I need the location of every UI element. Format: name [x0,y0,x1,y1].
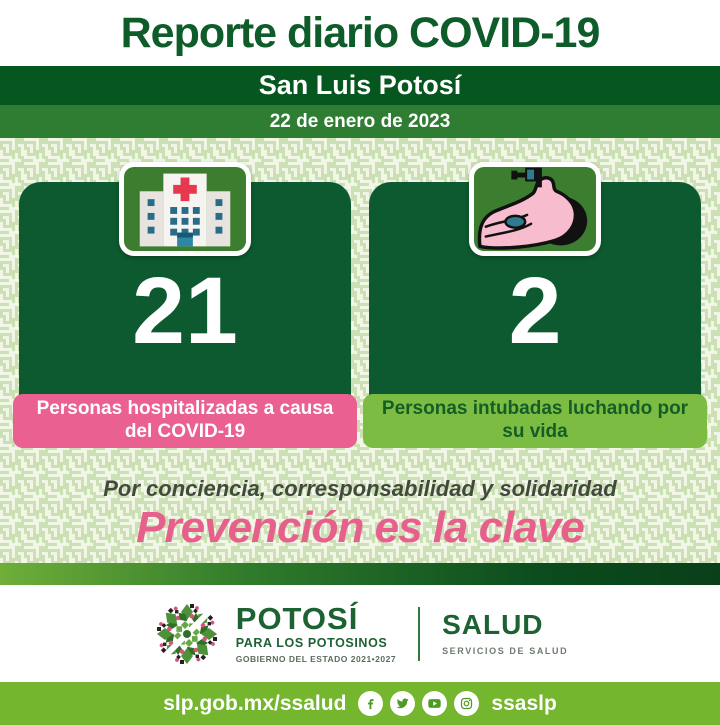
salud-name: SALUD [442,609,544,640]
hospital-icon-badge [119,162,251,256]
salud-logo-text [442,611,568,656]
potosi-name: POTOSÍ [235,601,359,636]
intubated-icon-badge [469,162,601,256]
prevention-slogan: Prevención es la clave [136,503,584,552]
location-label: San Luis Potosí [258,70,462,100]
hospitalized-card [19,182,351,448]
page-title: Reporte diario COVID-19 [120,8,600,57]
twitter-icon [390,691,415,716]
intubated-label: Personas intubadas luchando por su vida [381,398,689,443]
date-band [0,105,720,138]
potosi-emblem-icon [152,599,222,669]
intubated-count: 2 [508,258,562,364]
hospitalized-count: 21 [132,258,238,364]
social-icons-group [358,691,479,716]
intubated-card [369,182,701,448]
date-label: 22 de enero de 2023 [269,110,451,132]
hospital-icon [124,167,246,251]
stats-section [0,138,720,563]
header [0,0,720,66]
awareness-message: Por conciencia, corresponsabilidad y solidaridad [103,476,617,501]
hospitalized-label-banner [13,394,357,448]
potosi-tagline: PARA LOS POTOSINOS [235,636,388,650]
footer-logos [0,585,720,682]
potosi-government: GOBIERNO DEL ESTADO 2021•2027 [235,654,397,664]
instagram-icon [454,691,479,716]
youtube-icon [422,691,447,716]
hospitalized-label: Personas hospitalizadas a causa del COVID-19 [36,398,334,443]
stat-cards-row [0,182,720,448]
website-url: slp.gob.mx/ssalud [163,691,347,715]
facebook-icon [358,691,383,716]
potosi-logo-text [236,603,396,664]
intubated-label-banner [363,394,707,448]
logo-divider-line [418,607,420,661]
footer-bar [0,682,720,725]
location-band [0,66,720,105]
intubated-person-icon [474,167,596,251]
salud-subtitle: SERVICIOS DE SALUD [442,646,569,656]
divider-band [0,563,720,585]
social-handle: ssaslp [491,691,557,715]
